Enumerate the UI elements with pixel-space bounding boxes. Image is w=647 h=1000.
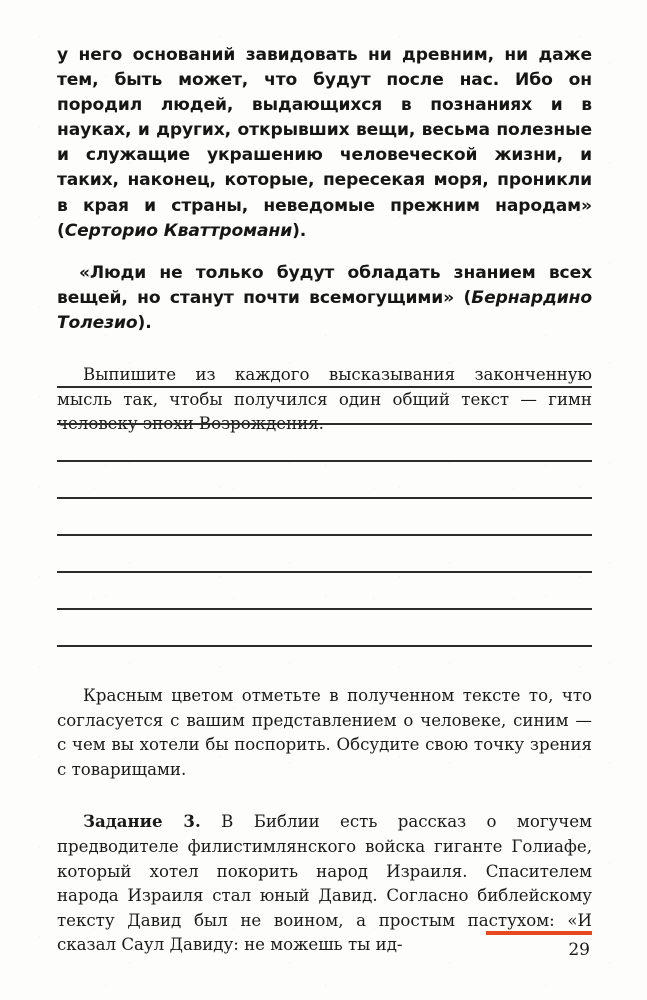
writing-line[interactable]: [57, 423, 592, 425]
writing-line[interactable]: [57, 571, 592, 573]
page-content: [57, 0, 592, 437]
ruled-writing-lines[interactable]: [57, 386, 592, 647]
quote-continuation-text: у него оснований завидовать ни древним, ни даже тем, быть может, что будут после нас. Ибо он породил людей, выдающихся в познаниях и в науках, и других, открывших вещи, весьма полезные и служащие украшению человеческой жизни, и таких, наконец, которые, пересекая моря, проникли в края и страны, неведомые прежним народам» (: [57, 45, 592, 241]
footer-accent-rule: [486, 931, 592, 935]
writing-line[interactable]: [57, 460, 592, 462]
page-footer: [486, 931, 592, 960]
quote-two-attribution: Бернардино Толезио: [57, 287, 592, 333]
writing-line[interactable]: [57, 386, 592, 388]
writing-line[interactable]: [57, 534, 592, 536]
quote-two-text: «Люди не только будут обладать знанием всех вещей, но станут почти всемогущими» (: [57, 262, 592, 308]
writing-line[interactable]: [57, 608, 592, 610]
writing-line[interactable]: [57, 497, 592, 499]
page-content-lower: [57, 662, 592, 958]
page-number: 29: [568, 940, 590, 960]
quote-continuation-attribution: Серторио Кваттромани: [64, 220, 293, 241]
quote-continuation-tail: ).: [292, 220, 307, 241]
instruction-mark-colors: Красным цветом отметьте в полученном тексте то, что согласуется с вашим представлением о человеке, синим — с чем вы хотели бы поспорить. Обсудите свою точку зрения с товарищами.: [57, 686, 592, 779]
writing-line[interactable]: [57, 645, 592, 647]
task-3-label: Задание 3.: [83, 811, 201, 832]
quote-continuation-paragraph: [57, 0, 592, 244]
quote-two-paragraph: [57, 244, 592, 336]
instruction-write-out: Выпишите из каждого высказывания законченную мысль так, чтобы получился один общий текст — гимн человеку эпохи Возрождения.: [57, 365, 592, 434]
quote-two-tail: ).: [137, 312, 152, 333]
task-3-body: В Библии есть рассказ о могучем предводителе филистимлянского войска гиганте Голиафе, который хотел покорить народ Израиля. Спасителем народа Израиля стал юный Давид. Согласно библейскому тексту Давид был не воином, а простым пастухом: «И сказал Саул Давиду: не можешь ты ид-: [57, 812, 592, 955]
